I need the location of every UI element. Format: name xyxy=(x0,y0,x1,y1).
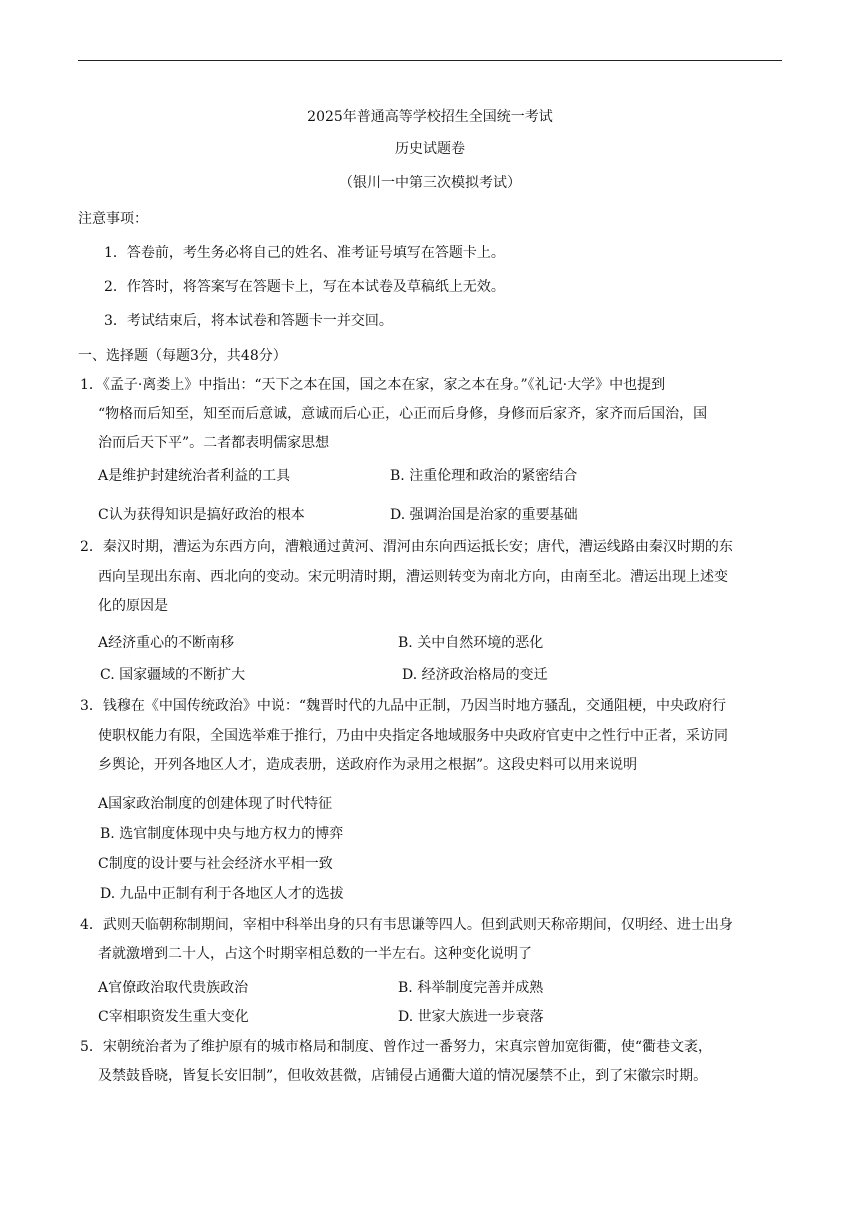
option-b: B. 科举制度完善并成熟 xyxy=(398,980,544,996)
option-a: A是维护封建统治者利益的工具 xyxy=(98,468,291,484)
option-c: C. 国家疆域的不断扩大 xyxy=(100,667,246,683)
exam-title: 2025年普通高等学校招生全国统一考试 xyxy=(307,109,553,125)
option-a: A国家政治制度的创建体现了时代特征 xyxy=(98,796,333,812)
option-b: B. 注重伦理和政治的紧密结合 xyxy=(390,468,578,484)
question-stem: 2．秦汉时期，漕运为东西方向，漕粮通过黄河、渭河由东向西运抵长安；唐代，漕运线路由秦汉时期的东 xyxy=(80,539,733,555)
question-stem: 乡舆论，开列各地区人才，造成表册，送政府作为录用之根据”。这段史料可以用来说明 xyxy=(98,757,638,773)
top-rule xyxy=(78,60,782,61)
question-stem: 3．钱穆在《中国传统政治》中说：“魏晋时代的九品中正制，乃因当时地方骚乱，交通阻梗，中央政府行 xyxy=(80,698,727,714)
instruction-item: 3．考试结束后，将本试卷和答题卡一并交回。 xyxy=(104,313,393,329)
question-stem: 5．宋朝统治者为了维护原有的城市格局和制度、曾作过一番努力，宋真宗曾加宽街衢，使“衢巷文袤， xyxy=(80,1039,713,1055)
question-stem: 4．武则天临朝称制期间，宰相中科举出身的只有韦思谦等四人。但到武则天称帝期间，仅明经、进士出身 xyxy=(80,917,733,933)
option-c: C认为获得知识是搞好政治的根本 xyxy=(98,507,305,523)
option-d: D. 强调治国是治家的重要基础 xyxy=(390,507,578,523)
option-a: A官僚政治取代贵族政治 xyxy=(98,980,249,996)
section-heading: 一、选择题（每题3分，共48分） xyxy=(78,348,287,364)
option-d: D. 九品中正制有利于各地区人才的选拔 xyxy=(100,886,344,902)
option-b: B. 选官制度体现中央与地方权力的博弈 xyxy=(100,826,344,842)
option-a: A经济重心的不断南移 xyxy=(98,635,235,651)
instruction-item: 2．作答时，将答案写在答题卡上，写在本试卷及草稿纸上无效。 xyxy=(104,279,505,295)
exam-subject: 历史试题卷 xyxy=(395,141,465,157)
question-stem: “物格而后知至，知至而后意诚，意诚而后心正，心正而后身修，身修而后家齐，家齐而后国治，国 xyxy=(98,406,708,422)
question-stem: 及禁鼓昏晓，皆复长安旧制”，但收效甚微，店铺侵占通衢大道的情况屡禁不止，到了宋徽宗时期。 xyxy=(98,1068,708,1084)
exam-note: （银川一中第三次模拟考试） xyxy=(339,175,521,191)
option-b: B. 关中自然环境的恶化 xyxy=(398,635,544,651)
question-stem: 1．《孟子·离娄上》中指出：“天下之本在国，国之本在家，家之本在身。”《礼记·大学》中也提到 xyxy=(80,377,666,393)
option-d: D. 世家大族进一步衰落 xyxy=(398,1009,544,1025)
instruction-item: 1．答卷前，考生务必将自己的姓名、准考证号填写在答题卡上。 xyxy=(104,245,505,261)
question-stem: 化的原因是 xyxy=(98,598,168,614)
question-stem: 使职权能力有限，全国选举难于推行，乃由中央指定各地域服务中央政府官吏中之性行中正者，采访同 xyxy=(98,728,728,744)
option-c: C宰相职资发生重大变化 xyxy=(98,1009,249,1025)
option-d: D. 经济政治格局的变迁 xyxy=(402,667,548,683)
question-stem: 治而后天下平”。二者都表明儒家思想 xyxy=(98,435,330,451)
question-stem: 者就激增到二十人，占这个时期宰相总数的一半左右。这种变化说明了 xyxy=(98,946,532,962)
instructions-heading: 注意事项： xyxy=(78,211,148,227)
question-stem: 西向呈现出东南、西北向的变动。宋元明清时期，漕运则转变为南北方向，由南至北。漕运出现上述变 xyxy=(98,569,728,585)
option-c: C制度的设计要与社会经济水平相一致 xyxy=(98,856,333,872)
